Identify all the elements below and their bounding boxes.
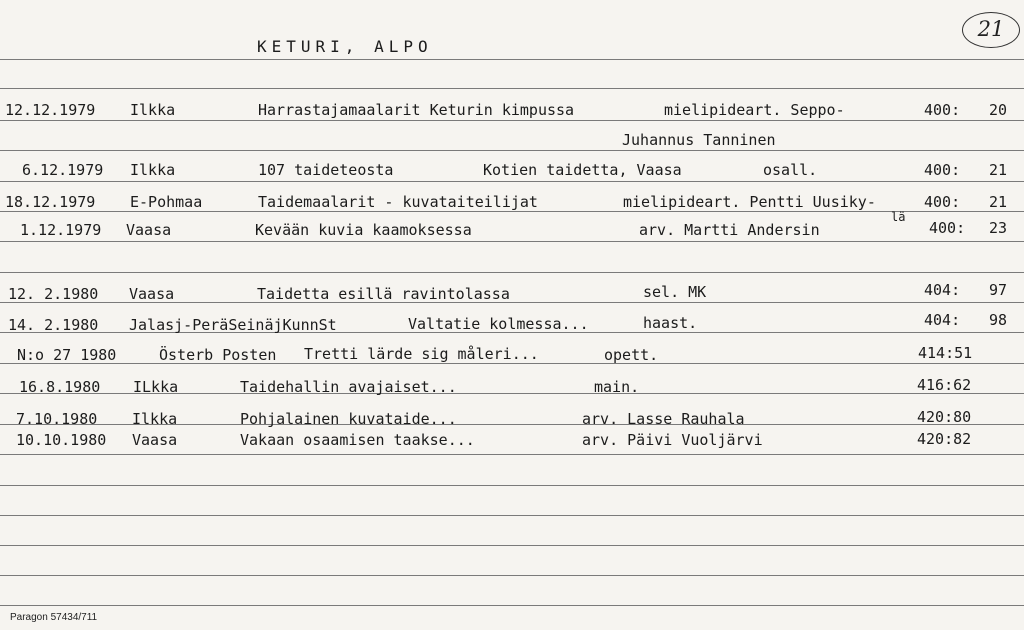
entry-source: Vaasa <box>132 431 178 449</box>
entry-source: Ilkka <box>132 410 178 428</box>
entry-source: Ilkka <box>130 101 176 119</box>
rule-line <box>0 120 1024 121</box>
printer-mark: Paragon 57434/711 <box>10 612 98 623</box>
entry-source: ILkka <box>133 378 179 396</box>
rule-line <box>0 272 1024 273</box>
rule-line <box>0 211 1024 212</box>
entry-ref: 404: <box>924 281 961 299</box>
entry-title: Harrastajamaalarit Keturin kimpussa <box>258 101 575 119</box>
rule-line <box>0 485 1024 486</box>
rule-line <box>0 181 1024 182</box>
entry-title: 107 taideteosta <box>258 161 394 179</box>
entry-type: main. <box>594 378 640 396</box>
entry-date: 14. 2.1980 <box>8 316 99 334</box>
entry-ref: 400: <box>924 101 961 119</box>
rule-line <box>0 150 1024 151</box>
entry-source: Österb Posten <box>159 346 277 364</box>
entry-title: Taidemaalarit - kuvataiteilijat <box>258 193 538 211</box>
entry-date: 1.12.1979 <box>20 221 102 239</box>
rule-line <box>0 454 1024 455</box>
entry-type: mielipideart. Pentti Uusiky- <box>623 193 876 211</box>
card-number-circle <box>962 12 1020 48</box>
entry-date: 12.12.1979 <box>5 101 96 119</box>
entry-ref: 400: <box>924 161 961 179</box>
entry-title: Kevään kuvia kaamoksessa <box>255 221 472 239</box>
entry-type: arv. Lasse Rauhala <box>582 410 745 428</box>
entry-type: opett. <box>604 346 659 364</box>
entry-title: Taidehallin avajaiset... <box>240 378 457 396</box>
entry-ref: 414:51 <box>918 344 973 362</box>
rule-line <box>0 545 1024 546</box>
entry-page: 98 <box>989 311 1008 329</box>
entry-ref: 420:82 <box>917 430 972 448</box>
entry-type-continued: lä <box>891 210 906 224</box>
entry-page: 20 <box>989 101 1008 119</box>
entry-page: 97 <box>989 281 1008 299</box>
entry-type: arv. Päivi Vuoljärvi <box>582 431 763 449</box>
entry-title: Tretti lärde sig måleri... <box>304 345 539 363</box>
rule-line <box>0 363 1024 364</box>
entry-date: 6.12.1979 <box>22 161 104 179</box>
entry-type: arv. Martti Andersin <box>639 221 820 239</box>
rule-line <box>0 59 1024 60</box>
entry-ref: 400: <box>924 193 961 211</box>
entry-page: 23 <box>989 219 1008 237</box>
entry-title: Valtatie kolmessa... <box>408 315 589 333</box>
entry-title: Taidetta esillä ravintolassa <box>257 285 510 303</box>
entry-ref: 404: <box>924 311 961 329</box>
rule-line <box>0 88 1024 89</box>
entry-type: mielipideart. Seppo- <box>664 101 845 119</box>
entry-date: 16.8.1980 <box>19 378 101 396</box>
entry-date: N:o 27 1980 <box>17 346 117 364</box>
rule-line <box>0 515 1024 516</box>
entry-source: Vaasa <box>126 221 172 239</box>
entry-title: Pohjalainen kuvataide... <box>240 410 457 428</box>
entry-source: E-Pohmaa <box>130 193 203 211</box>
entry-type: sel. MK <box>643 283 707 301</box>
entry-source: Vaasa <box>129 285 175 303</box>
entry-page: 21 <box>989 193 1008 211</box>
entry-date: 7.10.1980 <box>16 410 98 428</box>
entry-date: 18.12.1979 <box>5 193 96 211</box>
entry-title-continued: Kotien taidetta, Vaasa <box>483 161 682 179</box>
entry-date: 10.10.1980 <box>16 431 107 449</box>
entry-ref: 400: <box>929 219 966 237</box>
entry-ref: 420:80 <box>917 408 972 426</box>
entry-source: Jalasj-PeräSeinäjKunnSt <box>129 316 337 334</box>
card-number: 21 <box>977 17 1005 41</box>
rule-line <box>0 241 1024 242</box>
entry-title: Vakaan osaamisen taakse... <box>240 431 475 449</box>
entry-ref: 416:62 <box>917 376 972 394</box>
card-title: KETURI, ALPO <box>257 37 433 56</box>
entry-type: osall. <box>763 161 818 179</box>
rule-line <box>0 605 1024 606</box>
entry-page: 21 <box>989 161 1008 179</box>
entry-source: Ilkka <box>130 161 176 179</box>
rule-line <box>0 575 1024 576</box>
entry-type: haast. <box>643 314 698 332</box>
entry-type-continued: Juhannus Tanninen <box>622 131 776 149</box>
entry-date: 12. 2.1980 <box>8 285 99 303</box>
